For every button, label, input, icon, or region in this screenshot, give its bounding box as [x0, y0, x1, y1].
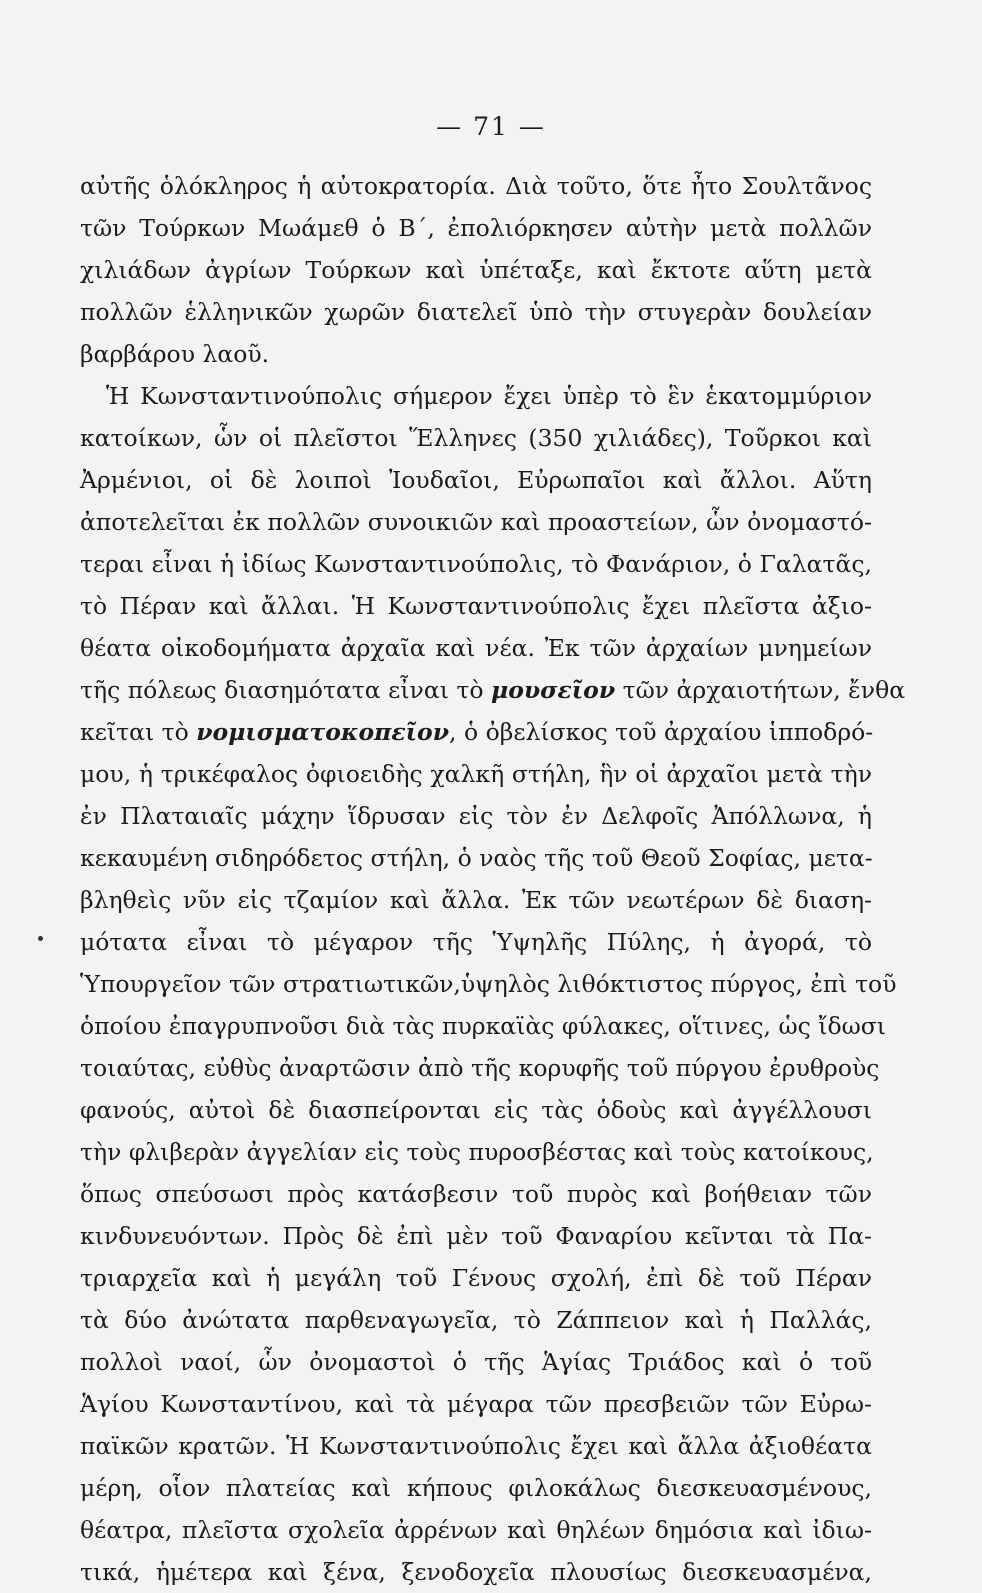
- text-line: πολλῶν ἑλληνικῶν χωρῶν διατελεῖ ὑπὸ τὴν στυγερὰν δουλείαν: [80, 298, 872, 326]
- text-segment: τῆς πόλεως διασημότατα εἶναι τὸ: [80, 676, 491, 704]
- text-line: ἐν Πλαταιαῖς μάχην ἵδρυσαν εἰς τὸν ἐν Δελφοῖς Ἀπόλλωνα, ἡ: [80, 802, 872, 830]
- text-line: Ἀρμένιοι, οἱ δὲ λοιποὶ Ἰουδαῖοι, Εὐρωπαῖοι καὶ ἄλλοι. Αὕτη: [80, 466, 872, 494]
- text-line: τριαρχεῖα καὶ ἡ μεγάλη τοῦ Γένους σχολή, ἐπὶ δὲ τοῦ Πέραν: [80, 1264, 872, 1292]
- text-line: βληθεὶς νῦν εἰς τζαμίον καὶ ἄλλα. Ἐκ τῶν νεωτέρων δὲ διαση-: [80, 886, 872, 914]
- text-line: ὅπως σπεύσωσι πρὸς κατάσβεσιν τοῦ πυρὸς καὶ βοήθειαν τῶν: [80, 1180, 872, 1208]
- text-line: Ὑπουργεῖον τῶν στρατιωτικῶν,ὑψηλὸς λιθόκτιστος πύργος, ἐπὶ τοῦ: [80, 970, 897, 998]
- text-line: φανούς, αὐτοὶ δὲ διασπείρονται εἰς τὰς ὁδοὺς καὶ ἀγγέλλουσι: [80, 1096, 872, 1124]
- emphasized-term: μουσεῖον: [491, 676, 616, 704]
- margin-speck: [38, 936, 43, 941]
- page-number: — 71 —: [436, 112, 546, 141]
- text-segment: , ὁ ὀβελίσκος τοῦ ἀρχαίου ἱπποδρό-: [449, 718, 874, 746]
- body-text: [80, 165, 906, 1593]
- text-line: τοιαύτας, εὐθὺς ἀναρτῶσιν ἀπὸ τῆς κορυφῆς τοῦ πύργου ἐρυθροὺς: [80, 1054, 880, 1082]
- text-line: μέρη, οἷον πλατείας καὶ κήπους φιλοκάλως διεσκευασμένους,: [80, 1474, 872, 1502]
- text-line: [80, 711, 872, 753]
- text-line: βαρβάρου λαοῦ.: [80, 340, 270, 368]
- text-line: Ἁγίου Κωνσταντίνου, καὶ τὰ μέγαρα τῶν πρεσβειῶν τῶν Εὐρω-: [80, 1390, 872, 1418]
- text-line: μου, ἡ τρικέφαλος ὀφιοειδὴς χαλκῆ στήλη, ἣν οἱ ἀρχαῖοι μετὰ τὴν: [80, 760, 872, 788]
- text-line: κεκαυμένη σιδηρόδετος στήλη, ὁ ναὸς τῆς τοῦ Θεοῦ Σοφίας, μετα-: [80, 844, 873, 872]
- text-line: τὸ Πέραν καὶ ἄλλαι. Ἡ Κωνσταντινούπολις ἔχει πλεῖστα ἀξιο-: [80, 592, 872, 620]
- text-segment: κεῖται τὸ: [80, 718, 197, 746]
- text-line: παϊκῶν κρατῶν. Ἡ Κωνσταντινούπολις ἔχει καὶ ἄλλα ἀξιοθέατα: [80, 1432, 872, 1460]
- text-line: [80, 669, 906, 711]
- text-segment: τῶν ἀρχαιοτήτων, ἔνθα: [615, 676, 906, 704]
- text-line: κινδυνευόντων. Πρὸς δὲ ἐπὶ μὲν τοῦ Φαναρίου κεῖνται τὰ Πα-: [80, 1222, 872, 1250]
- text-line: ὁποίου ἐπαγρυπνοῦσι διὰ τὰς πυρκαϊὰς φύλακες, οἵτινες, ὡς ἴδωσι: [80, 1012, 887, 1040]
- text-line: χιλιάδων ἀγρίων Τούρκων καὶ ὑπέταξε, καὶ ἔκτοτε αὕτη μετὰ: [80, 256, 872, 284]
- text-line: τῶν Τούρκων Μωάμεθ ὁ Β΄, ἐπολιόρκησεν αὐτὴν μετὰ πολλῶν: [80, 214, 872, 242]
- text-line: Ἡ Κωνσταντινούπολις σήμερον ἔχει ὑπὲρ τὸ ἓν ἑκατομμύριον: [106, 382, 872, 410]
- text-line: κατοίκων, ὧν οἱ πλεῖστοι Ἕλληνες (350 χιλιάδες), Τοῦρκοι καὶ: [80, 424, 872, 452]
- text-line: αὐτῆς ὁλόκληρος ἡ αὐτοκρατορία. Διὰ τοῦτο, ὅτε ἦτο Σουλτᾶνος: [80, 172, 872, 200]
- text-line: μότατα εἶναι τὸ μέγαρον τῆς Ὑψηλῆς Πύλης, ἡ ἀγορά, τὸ: [80, 928, 872, 956]
- emphasized-term: νομισματοκοπεῖον: [196, 718, 450, 746]
- text-line: τεραι εἶναι ἡ ἰδίως Κωνσταντινούπολις, τὸ Φανάριον, ὁ Γαλατᾶς,: [80, 550, 872, 578]
- text-line: θέατα οἰκοδομήματα ἀρχαῖα καὶ νέα. Ἐκ τῶν ἀρχαίων μνημείων: [80, 634, 872, 662]
- text-line: τὰ δύο ἀνώτατα παρθεναγωγεῖα, τὸ Ζάππειον καὶ ἡ Παλλάς,: [80, 1306, 872, 1334]
- text-line: πολλοὶ ναοί, ὧν ὀνομαστοὶ ὁ τῆς Ἁγίας Τριάδος καὶ ὁ τοῦ: [80, 1348, 872, 1376]
- text-line: ἀποτελεῖται ἐκ πολλῶν συνοικιῶν καὶ προαστείων, ὧν ὀνομαστό-: [80, 508, 872, 536]
- text-line: τὴν φλιβερὰν ἀγγελίαν εἰς τοὺς πυροσβέστας καὶ τοὺς κατοίκους,: [80, 1138, 874, 1166]
- text-line: τικά, ἡμέτερα καὶ ξένα, ξενοδοχεῖα πλουσίως διεσκευασμένα,: [80, 1558, 872, 1586]
- text-line: θέατρα, πλεῖστα σχολεῖα ἀρρένων καὶ θηλέων δημόσια καὶ ἰδιω-: [80, 1516, 872, 1544]
